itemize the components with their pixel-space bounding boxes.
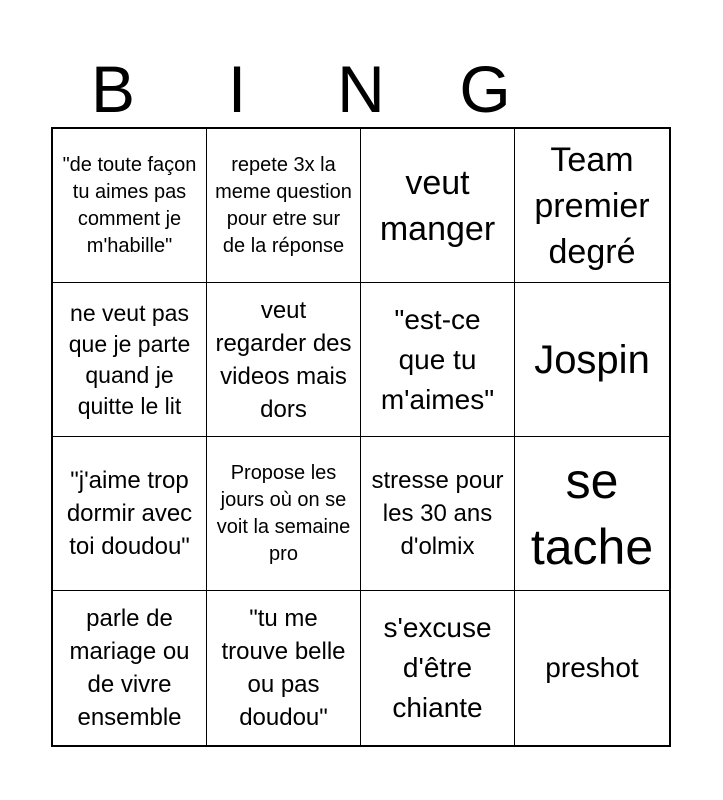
cell-text: preshot bbox=[545, 652, 639, 683]
bingo-cell[interactable] bbox=[53, 437, 207, 591]
cell-text: "j'aime trop dormir avec toi doudou" bbox=[66, 467, 193, 560]
bingo-cell[interactable] bbox=[361, 591, 515, 745]
cell-text: stresse pour les 30 ans d'olmix bbox=[371, 467, 504, 560]
cell-text: "tu me trouve belle ou pas doudou" bbox=[221, 605, 346, 731]
cell-text: "de toute façon tu aimes pas comment je m'habille" bbox=[62, 153, 197, 257]
bingo-cell[interactable] bbox=[53, 129, 207, 283]
bingo-cell[interactable] bbox=[361, 283, 515, 437]
bingo-cell[interactable] bbox=[515, 437, 669, 591]
cell-text: Team premier degré bbox=[534, 140, 650, 271]
cell-text: repete 3x la meme question pour etre sur de la réponse bbox=[215, 153, 352, 257]
bingo-grid bbox=[51, 127, 671, 747]
cell-text: ne veut pas que je parte quand je quitte le lit bbox=[68, 299, 191, 419]
cell-text: se tache bbox=[530, 452, 654, 575]
cell-text: veut regarder des videos mais dors bbox=[215, 296, 352, 423]
cell-text: Jospin bbox=[534, 337, 650, 382]
header-letter-i: I bbox=[227, 52, 247, 126]
cell-text: Propose les jours où on se voit la semaine pro bbox=[216, 461, 351, 565]
bingo-header bbox=[51, 50, 671, 128]
cell-text: veut manger bbox=[379, 163, 496, 248]
header-letter-g: G bbox=[459, 52, 511, 126]
bingo-cell[interactable] bbox=[53, 591, 207, 745]
bingo-cell[interactable] bbox=[207, 129, 361, 283]
header-letter-n: N bbox=[337, 52, 385, 126]
bingo-cell[interactable] bbox=[515, 283, 669, 437]
bingo-cell[interactable] bbox=[515, 591, 669, 745]
cell-text: parle de mariage ou de vivre ensemble bbox=[69, 605, 190, 731]
bingo-cell[interactable] bbox=[53, 283, 207, 437]
bingo-cell[interactable] bbox=[207, 283, 361, 437]
bingo-cell[interactable] bbox=[515, 129, 669, 283]
cell-text: "est-ce que tu m'aimes" bbox=[380, 303, 495, 415]
bingo-cell[interactable] bbox=[361, 437, 515, 591]
header-letter-b: B bbox=[90, 52, 136, 126]
cell-text: s'excuse d'être chiante bbox=[383, 612, 492, 723]
bingo-cell[interactable] bbox=[361, 129, 515, 283]
bingo-cell[interactable] bbox=[207, 591, 361, 745]
bingo-cell[interactable] bbox=[207, 437, 361, 591]
